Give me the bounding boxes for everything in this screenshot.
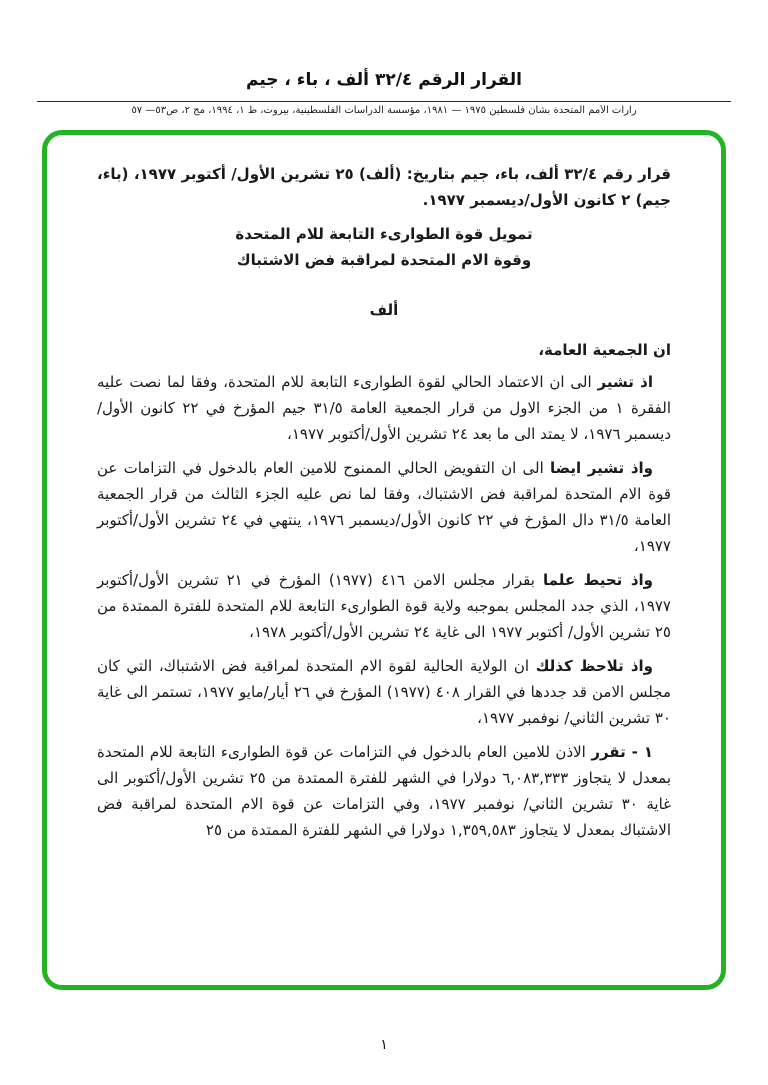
paragraph-text: ان الولاية الحالية لقوة الام المتحدة لمراقبة فض الاشتباك، التي كان مجلس الامن قد جددها في القرار ٤٠٨ (١٩٧٧) المؤرخ في ٢٦ أيار/مايو ١٩٧٧، تستمر الى غاية ٣٠ تشرين الثاني/ نوفمبر ١٩٧٧، bbox=[97, 657, 671, 727]
page-number: ١ bbox=[380, 1037, 388, 1053]
section-label: ألف bbox=[369, 301, 399, 319]
paragraph bbox=[97, 369, 671, 447]
paragraph-lead: اذ تشير bbox=[597, 373, 653, 391]
paragraph-text: الاذن للامين العام بالدخول في التزامات عن قوة الطوارىء التابعة للام المتحدة بمعدل لا يتجاوز ٦,٠٨٣,٣٣٣ دولارا في الشهر للفترة الممتدة من ٢٥ تشرين الأول/أكتوبر الى غاية ٣٠ تشرين الثاني/ نوفمبر ١٩٧٧، وفي التزامات عن قوة الام المتحدة لمراقبة فض الاشتباك بمعدل لا يتجاوز ١,٣٥٩,٥٨٣ دولارا في الشهر للفترة الممتدة من ٢٥ bbox=[97, 743, 671, 839]
header-divider bbox=[37, 101, 731, 102]
resolution-intro: قرار رقم ٣٢/٤ ألف، باء، جيم بتاريخ: (ألف) ٢٥ تشرين الأول/ أكتوبر ١٩٧٧، (باء، جيم) ٢ كانون الأول/ديسمبر ١٩٧٧. bbox=[97, 165, 672, 209]
paragraph-lead: واذ تلاحظ كذلك bbox=[535, 657, 653, 675]
page-header bbox=[0, 0, 768, 116]
page-title: القرار الرقم ٣٢/٤ ألف ، باء ، جيم bbox=[245, 70, 523, 90]
document-heading-line1: تمويل قوة الطوارىء التابعة للام المتحدة bbox=[235, 225, 533, 243]
source-citation: رارات الأمم المتحدة بشأن فلسطين ١٩٧٥ — ١٩٨١، مؤسسة الدراسات الفلسطينية، بيروت، ط ١، ١٩٩٤، مج ٢، ص٥٣— ٥٧ bbox=[131, 105, 637, 116]
document-heading-line2: وقوة الام المتحدة لمراقبة فض الاشتباك bbox=[236, 251, 532, 269]
paragraph bbox=[97, 567, 671, 645]
document-content bbox=[47, 135, 721, 843]
paragraph-lead: واذ تشير ايضا bbox=[549, 459, 653, 477]
document-frame bbox=[42, 130, 726, 990]
paragraph-lead: واذ تحيط علما bbox=[543, 571, 654, 589]
paragraph bbox=[97, 455, 671, 559]
paragraph-text: بقرار مجلس الامن ٤١٦ (١٩٧٧) المؤرخ في ٢١ تشرين الأول/أكتوبر ١٩٧٧، الذي جدد المجلس بموجبه ولاية قوة الطوارىء التابعة للام المتحدة للفترة الممتدة من ٢٥ تشرين الأول/ أكتوبر ١٩٧٧ الى غاية ٢٤ تشرين الأول/أكتوبر ١٩٧٨، bbox=[97, 571, 671, 641]
preamble-opening: ان الجمعية العامة، bbox=[538, 341, 671, 359]
paragraph-text: الى ان التفويض الحالي الممنوح للامين العام بالدخول في التزامات عن قوة الام المتحدة لمراقبة فض الاشتباك، وفقا لما نص عليه الجزء الثالث من قرار الجمعية العامة ٣١/٥ دال المؤرخ في ٢٢ كانون الأول/ديسمبر ١٩٧٦، ينتهي في ٢٤ تشرين الأول/أكتوبر ١٩٧٧، bbox=[97, 459, 671, 555]
paragraph bbox=[97, 739, 671, 843]
paragraph-lead: ١ - تقرر bbox=[591, 743, 653, 761]
paragraph-text: الى ان الاعتماد الحالي لقوة الطوارىء التابعة للام المتحدة، وفقا لما نصت عليه الفقرة ١ من الجزء الاول من قرار الجمعية العامة ٣١/٥ جيم المؤرخ في ٢٢ كانون الأول/ديسمبر ١٩٧٦، لا يمتد الى ما بعد ٢٤ تشرين الأول/أكتوبر ١٩٧٧، bbox=[97, 373, 671, 443]
paragraph bbox=[97, 653, 671, 731]
